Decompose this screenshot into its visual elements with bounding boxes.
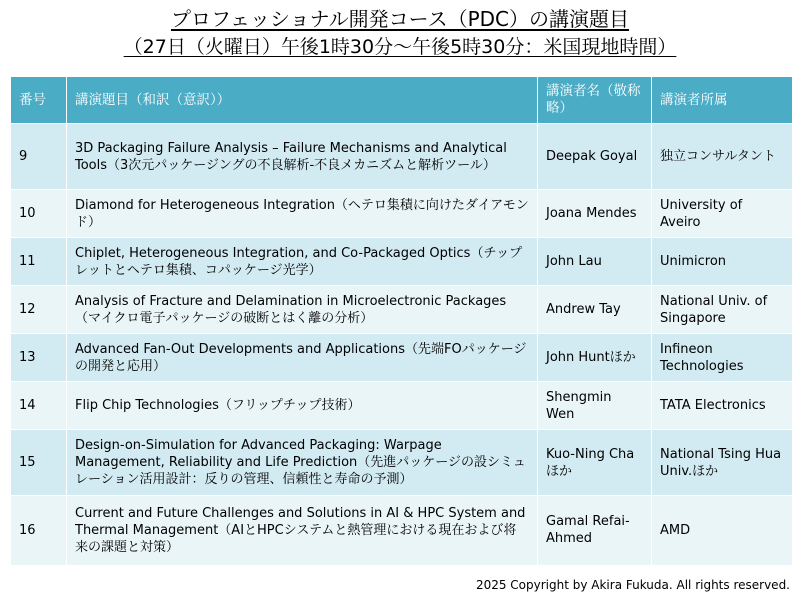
cell-affiliation: 独立コンサルタント (652, 124, 793, 190)
table-row (11, 382, 793, 430)
cell-speaker: Joana Mendes (538, 190, 652, 238)
page-title: プロフェッショナル開発コース（PDC）の講演題目 (170, 7, 630, 31)
table-row (11, 286, 793, 334)
cell-number: 13 (11, 334, 67, 382)
cell-number: 9 (11, 124, 67, 190)
title-block (0, 6, 800, 60)
cell-number: 14 (11, 382, 67, 430)
cell-speaker: Andrew Tay (538, 286, 652, 334)
cell-speaker: Deepak Goyal (538, 124, 652, 190)
cell-affiliation: Unimicron (652, 238, 793, 286)
page-subtitle: （27日（火曜日）午後1時30分～午後5時30分：米国現地時間） (123, 36, 677, 58)
cell-speaker: Kuo-Ning Chaほか (538, 430, 652, 496)
cell-number: 10 (11, 190, 67, 238)
table-row (11, 190, 793, 238)
table-row (11, 496, 793, 565)
cell-number: 12 (11, 286, 67, 334)
cell-affiliation: TATA Electronics (652, 382, 793, 430)
header-affiliation: 講演者所属 (652, 77, 793, 124)
cell-speaker: John Huntほか (538, 334, 652, 382)
cell-title: Analysis of Fracture and Delamination in Microelectronic Packages（マイクロ電子パッケージの破断とはく離の分析） (67, 286, 538, 334)
cell-affiliation: AMD (652, 496, 793, 565)
cell-title: Advanced Fan-Out Developments and Applications（先端FOパッケージの開発と応用） (67, 334, 538, 382)
header-number: 番号 (11, 77, 67, 124)
copyright-notice: 2025 Copyright by Akira Fukuda. All rights reserved. (475, 578, 790, 592)
cell-affiliation: National Tsing Hua Univ.ほか (652, 430, 793, 496)
cell-affiliation: University of Aveiro (652, 190, 793, 238)
cell-speaker: Gamal Refai-Ahmed (538, 496, 652, 565)
table-header-row (11, 77, 793, 124)
table-row (11, 430, 793, 496)
header-speaker: 講演者名（敬称略） (538, 77, 652, 124)
header-title: 講演題目（和訳（意訳）） (67, 77, 538, 124)
cell-speaker: Shengmin Wen (538, 382, 652, 430)
cell-number: 11 (11, 238, 67, 286)
cell-title: Current and Future Challenges and Solutions in AI & HPC System and Thermal Management（AIとHPCシステムと熱管理における現在および将来の課題と対策） (67, 496, 538, 565)
cell-number: 15 (11, 430, 67, 496)
cell-affiliation: National Univ. of Singapore (652, 286, 793, 334)
cell-speaker: John Lau (538, 238, 652, 286)
cell-number: 16 (11, 496, 67, 565)
cell-title: Design-on-Simulation for Advanced Packaging: Warpage Management, Reliability and Life Prediction（先進パッケージの設シミュレーション活用設計：反りの管理、信頼性と寿命の予測） (67, 430, 538, 496)
cell-title: Chiplet, Heterogeneous Integration, and Co-Packaged Optics（チップレットとヘテロ集積、コパッケージ光学） (67, 238, 538, 286)
lecture-table (10, 76, 793, 565)
table-row (11, 238, 793, 286)
table-row (11, 334, 793, 382)
table-row (11, 124, 793, 190)
cell-title: Diamond for Heterogeneous Integration（ヘテロ集積に向けたダイアモンド） (67, 190, 538, 238)
cell-affiliation: Infineon Technologies (652, 334, 793, 382)
cell-title: 3D Packaging Failure Analysis – Failure Mechanisms and Analytical Tools（3次元パッケージングの不良解析-不良メカニズムと解析ツール） (67, 124, 538, 190)
cell-title: Flip Chip Technologies（フリップチップ技術） (67, 382, 538, 430)
